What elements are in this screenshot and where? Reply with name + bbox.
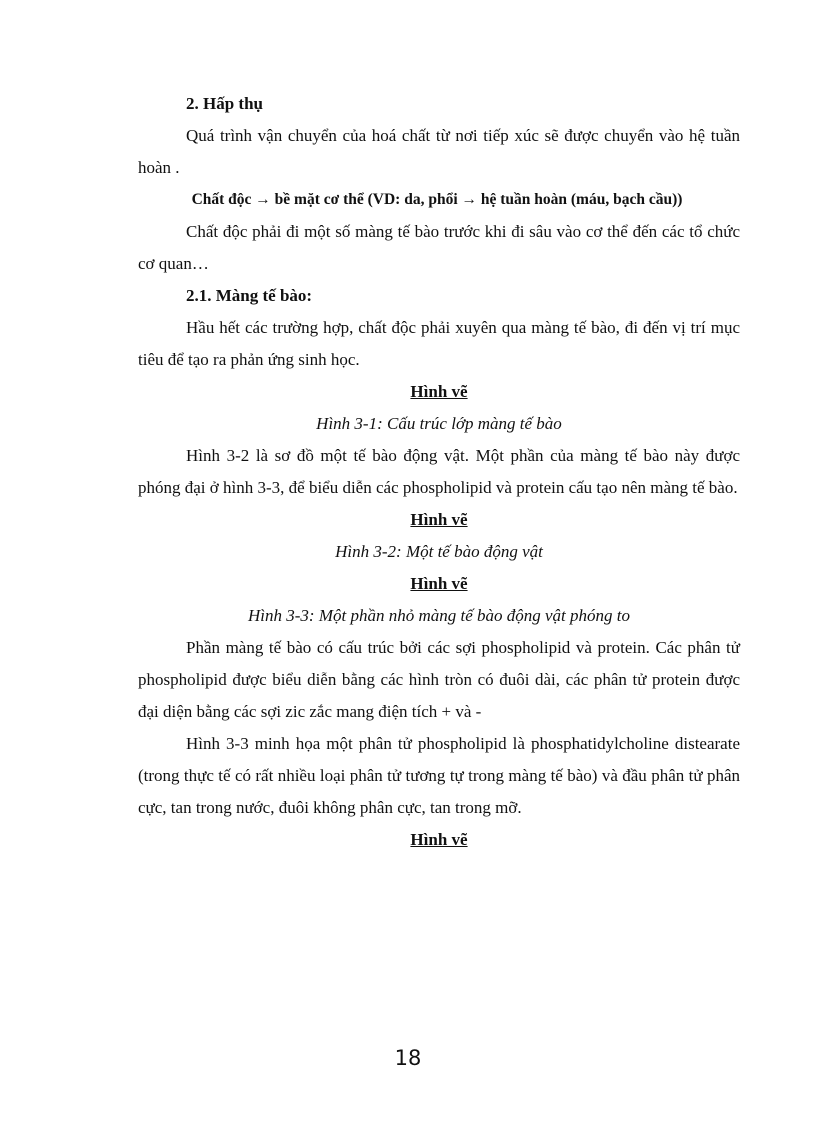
- figure-placeholder: Hình vẽ: [410, 510, 468, 529]
- formula-line: Chất độc → bề mặt cơ thể (VD: da, phổi → hệ tuần hoàn (máu, bạch cầu)): [191, 191, 683, 208]
- subsection-heading: 2.1. Màng tế bào:: [186, 286, 313, 305]
- paragraph: Quá trình vận chuyển của hoá chất từ nơi tiếp xúc sẽ được chuyển vào hệ tuần hoàn .: [138, 126, 740, 177]
- paragraph: Hình 3-2 là sơ đồ một tế bào động vật. Một phần của màng tế bào này được phóng đại ở hình 3-3, để biểu diễn các phospholipid và protein cấu tạo nên màng tế bào.: [138, 446, 740, 497]
- figure-placeholder: Hình vẽ: [410, 574, 468, 593]
- page-number: 18: [394, 1046, 422, 1070]
- document-body: [138, 88, 740, 856]
- paragraph: Hình 3-3 minh họa một phân tử phospholipid là phosphatidylcholine distearate (trong thực tế có rất nhiều loại phân tử tương tự trong màng tế bào) và đầu phân tử phân cực, tan trong nước, đuôi không phân cực, tan trong mỡ.: [138, 734, 740, 817]
- paragraph: Phần màng tế bào có cấu trúc bởi các sợi phospholipid và protein. Các phân tử phospholipid được biểu diễn bằng các hình tròn có đuôi dài, các phân tử protein được đại diện bằng các sợi zic zắc mang điện tích + và -: [138, 638, 740, 721]
- figure-caption: Hình 3-2: Một tế bào động vật: [335, 542, 543, 561]
- figure-placeholder: Hình vẽ: [410, 382, 468, 401]
- section-heading: 2. Hấp thụ: [186, 94, 263, 113]
- figure-caption: Hình 3-3: Một phần nhỏ màng tế bào động vật phóng to: [248, 606, 630, 625]
- paragraph: Hầu hết các trường hợp, chất độc phải xuyên qua màng tế bào, đi đến vị trí mục tiêu để tạo ra phản ứng sinh học.: [138, 318, 740, 369]
- figure-placeholder: Hình vẽ: [410, 830, 468, 849]
- figure-caption: Hình 3-1: Cấu trúc lớp màng tế bào: [316, 414, 562, 433]
- paragraph: Chất độc phải đi một số màng tế bào trước khi đi sâu vào cơ thể đến các tổ chức cơ quan…: [138, 222, 740, 273]
